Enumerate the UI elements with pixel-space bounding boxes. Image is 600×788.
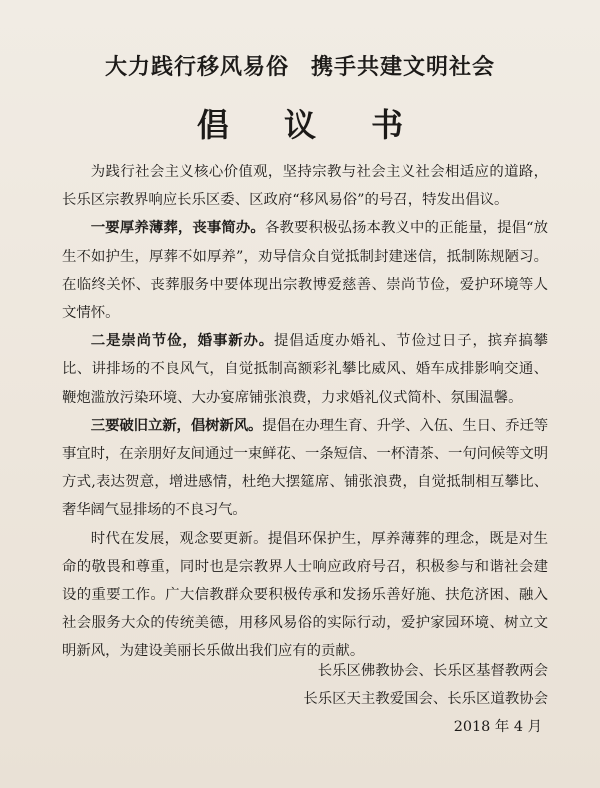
signature-block <box>303 657 548 741</box>
signature-date: 2018 年 4 月 <box>453 719 542 735</box>
item-3-text: 提倡在办理生育、升学、入伍、生日、乔迁等事宜时，在亲朋好友间通过一束鲜花、一条短信、一杯清茶、一句问候等文明方式,表达贺意，增进感情，杜绝大摆筵席、铺张浪费，自觉抵制相互攀比、奢华阔气显排场的不良习气。 <box>62 417 548 519</box>
paragraph-item-3 <box>62 412 548 525</box>
paragraph-item-1 <box>62 214 548 327</box>
item-2-lead: 二是崇尚节俭，婚事新办。 <box>90 332 275 350</box>
item-1-lead: 一要厚养薄葬，丧事简办。 <box>90 219 265 237</box>
item-3-lead: 三要破旧立新，倡树新风。 <box>90 416 263 434</box>
item-2-text: 提倡适度办婚礼、节俭过日子，摈弃搞攀比、讲排场的不良风气，自觉抵制高额彩礼攀比威风、婚车成排影响交通、鞭炮滥放污染环境、大办宴席铺张浪费，力求婚礼仪式简朴、氛围温馨。 <box>62 333 548 406</box>
headline-right: 携手共建文明社会 <box>311 54 496 80</box>
document-body <box>62 158 548 666</box>
signature-line-1: 长乐区佛教协会、长乐区基督教两会 <box>317 663 548 679</box>
paragraph-closing: 时代在发展，观念要更新。提倡环保护生，厚养薄葬的理念，既是对生命的敬畏和尊重，同时也是宗教界人士响应政府号召，积极参与和谐社会建设的重要工作。广大信教群众要积极传承和发扬乐善好施、扶危济困、融入社会服务大众的传统美德，用移风易俗的实际行动，爱护家园环境、树立文明新风，为建设美丽长乐做出我们应有的贡献。 <box>62 530 548 660</box>
headline <box>0 50 600 81</box>
headline-left: 大力践行移风易俗 <box>104 54 289 80</box>
signature-line-2: 长乐区天主教爱国会、长乐区道教协会 <box>303 691 548 707</box>
paragraph-item-2 <box>62 327 548 412</box>
document-title: 倡 议 书 <box>196 106 426 144</box>
paragraph-intro: 为践行社会主义核心价值观，坚持宗教与社会主义社会相适应的道路，长乐区宗教界响应长乐区委、区政府“移风易俗”的号召，特发出倡议。 <box>62 164 548 209</box>
item-1-text: 各教要积极弘扬本教义中的正能量，提倡“放生不如护生，厚葬不如厚养”，劝导信众自觉抵制封建迷信，抵制陈规陋习。在临终关怀、丧葬服务中要体现出宗教博爱慈善、崇尚节俭，爱护环境等人文情怀。 <box>62 220 548 322</box>
